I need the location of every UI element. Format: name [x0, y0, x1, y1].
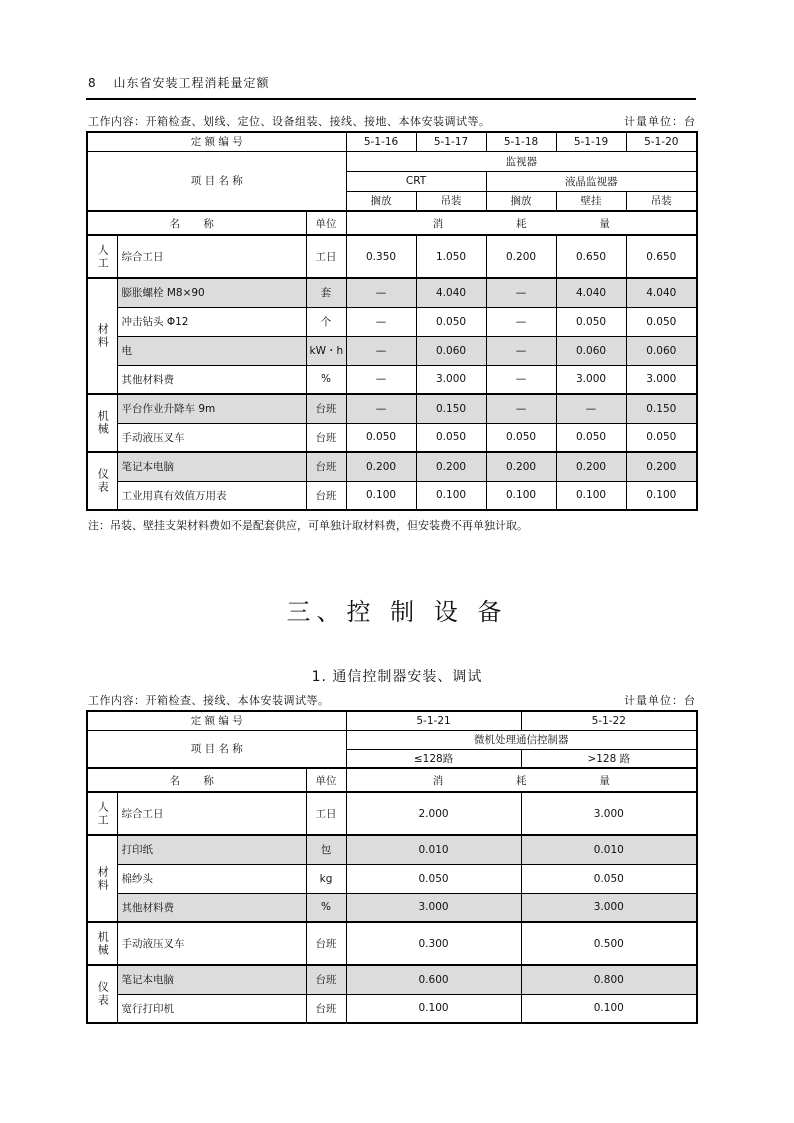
quantity-cell: 0.050	[416, 307, 486, 336]
subsection-title: 1. 通信控制器安装、调试	[311, 669, 483, 685]
quantity-cell: 0.100	[346, 481, 416, 510]
subtype: 搁放	[486, 191, 556, 211]
quantity-cell: 0.060	[556, 336, 626, 365]
name-label: 名 称	[87, 211, 306, 235]
category-label: 人工	[87, 792, 117, 835]
resource-name: 笔记本电脑	[117, 452, 306, 481]
quantity-cell: 2.000	[346, 792, 521, 835]
resource-unit: 工日	[306, 235, 346, 278]
quota-table-2	[86, 710, 698, 1024]
quantity-cell: —	[486, 307, 556, 336]
quantity-cell: 0.200	[486, 452, 556, 481]
unit-2: 计量单位：台	[624, 694, 696, 707]
consumption-char: 量	[599, 774, 610, 787]
table-row	[87, 792, 697, 835]
quantity-cell: 0.050	[346, 423, 416, 452]
unit-label: 单位	[306, 768, 346, 792]
quantity-cell: 3.000	[521, 792, 697, 835]
table-row	[87, 893, 697, 922]
quota-code: 5-1-16	[346, 132, 416, 151]
table-row	[87, 481, 697, 510]
quantity-cell: 0.200	[626, 452, 697, 481]
category-label: 人工	[87, 235, 117, 278]
quantity-cell: 0.010	[521, 835, 697, 864]
quantity-cell: 0.200	[486, 235, 556, 278]
category-label: 材料	[87, 835, 117, 922]
resource-unit: 台班	[306, 922, 346, 965]
resource-name: 其他材料费	[117, 365, 306, 394]
category-label: 机械	[87, 922, 117, 965]
unit-1: 计量单位：台	[624, 115, 696, 128]
quantity-cell: 0.100	[521, 994, 697, 1023]
work-content-2: 工作内容：开箱检查、接线、本体安装调试等。	[88, 694, 330, 707]
resource-name: 打印纸	[117, 835, 306, 864]
item-name-label: 项 目 名 称	[87, 151, 346, 211]
quantity-cell: —	[486, 394, 556, 423]
resource-name: 手动液压叉车	[117, 423, 306, 452]
book-title: 山东省安装工程消耗量定额	[113, 76, 270, 90]
quantity-cell: 0.100	[416, 481, 486, 510]
resource-name: 平台作业升降车 9m	[117, 394, 306, 423]
quota-code: 5-1-22	[521, 711, 697, 730]
quantity-cell: 0.650	[556, 235, 626, 278]
resource-name: 其他材料费	[117, 893, 306, 922]
quantity-cell: 1.050	[416, 235, 486, 278]
quantity-cell: 4.040	[556, 278, 626, 307]
quantity-cell: 0.050	[416, 423, 486, 452]
quantity-cell: 0.050	[486, 423, 556, 452]
category-label: 仪表	[87, 965, 117, 1023]
resource-unit: 台班	[306, 965, 346, 994]
table-row	[87, 452, 697, 481]
resource-name: 电	[117, 336, 306, 365]
quantity-cell: —	[486, 365, 556, 394]
monitor-header: 监视器	[346, 151, 697, 171]
quantity-cell: 4.040	[416, 278, 486, 307]
quantity-cell: 3.000	[626, 365, 697, 394]
subtype: 壁挂	[556, 191, 626, 211]
resource-name: 综合工日	[117, 235, 306, 278]
quantity-cell: 0.100	[556, 481, 626, 510]
quantity-cell: 0.500	[521, 922, 697, 965]
resource-unit: %	[306, 893, 346, 922]
table-row	[87, 278, 697, 307]
quantity-cell: 3.000	[346, 893, 521, 922]
quantity-cell: 0.050	[346, 864, 521, 893]
quantity-cell: 0.100	[626, 481, 697, 510]
category-label: 机械	[87, 394, 117, 452]
quantity-cell: —	[346, 307, 416, 336]
quantity-cell: 0.150	[416, 394, 486, 423]
resource-name: 手动液压叉车	[117, 922, 306, 965]
consumption-char: 耗	[516, 217, 527, 230]
subtype: 吊装	[416, 191, 486, 211]
quantity-cell: 0.050	[626, 307, 697, 336]
table-row	[87, 307, 697, 336]
quantity-cell: 0.200	[556, 452, 626, 481]
quantity-cell: 0.050	[556, 307, 626, 336]
resource-unit: kg	[306, 864, 346, 893]
subtype: ≤128路	[346, 749, 521, 768]
quota-code: 5-1-19	[556, 132, 626, 151]
category-label: 仪表	[87, 452, 117, 510]
quantity-cell: 0.060	[626, 336, 697, 365]
resource-unit: 套	[306, 278, 346, 307]
quantity-cell: —	[486, 278, 556, 307]
quantity-cell: —	[486, 336, 556, 365]
consumption-char: 消	[432, 774, 444, 787]
page-header	[88, 74, 269, 91]
item-name-label: 项 目 名 称	[87, 730, 346, 768]
resource-name: 膨胀螺栓 M8×90	[117, 278, 306, 307]
resource-unit: 工日	[306, 792, 346, 835]
crt-header: CRT	[346, 171, 486, 191]
quantity-cell: —	[346, 336, 416, 365]
quota-code: 5-1-18	[486, 132, 556, 151]
quota-label: 定 额 编 号	[87, 711, 346, 730]
resource-unit: 个	[306, 307, 346, 336]
quantity-cell: —	[346, 394, 416, 423]
unit-label: 单位	[306, 211, 346, 235]
consumption-char: 耗	[516, 774, 527, 787]
quantity-cell: 0.050	[556, 423, 626, 452]
resource-name: 宽行打印机	[117, 994, 306, 1023]
quantity-cell: —	[556, 394, 626, 423]
quantity-cell: 3.000	[556, 365, 626, 394]
resource-unit: 台班	[306, 394, 346, 423]
consumption-char: 消	[432, 217, 444, 230]
name-label: 名 称	[87, 768, 306, 792]
quantity-cell: 0.050	[626, 423, 697, 452]
quantity-cell: 0.050	[521, 864, 697, 893]
resource-unit: 台班	[306, 423, 346, 452]
quota-code: 5-1-21	[346, 711, 521, 730]
quantity-cell: 0.300	[346, 922, 521, 965]
table-note: 注：吊装、壁挂支架材料费如不是配套供应，可单独计取材料费，但安装费不再单独计取。	[88, 519, 528, 532]
resource-name: 工业用真有效值万用表	[117, 481, 306, 510]
header-rule	[86, 98, 696, 100]
table-row	[87, 922, 697, 965]
consumption-label	[346, 768, 697, 792]
subtype: 吊装	[626, 191, 697, 211]
quantity-cell: —	[346, 278, 416, 307]
resource-unit: %	[306, 365, 346, 394]
resource-unit: kW・h	[306, 336, 346, 365]
quantity-cell: 0.800	[521, 965, 697, 994]
quantity-cell: —	[346, 365, 416, 394]
resource-unit: 包	[306, 835, 346, 864]
quantity-cell: 3.000	[416, 365, 486, 394]
table-row	[87, 994, 697, 1023]
quantity-cell: 0.350	[346, 235, 416, 278]
subtype: 搁放	[346, 191, 416, 211]
page-number: 8	[88, 76, 97, 90]
work-content-1: 工作内容：开箱检查、划线、定位、设备组装、接线、接地、本体安装调试等。	[88, 115, 491, 128]
table-row	[87, 336, 697, 365]
quota-label: 定 额 编 号	[87, 132, 346, 151]
quantity-cell: 3.000	[521, 893, 697, 922]
quota-code: 5-1-20	[626, 132, 697, 151]
table-row	[87, 835, 697, 864]
quota-code: 5-1-17	[416, 132, 486, 151]
table-row	[87, 394, 697, 423]
section-title: 三、控 制 设 备	[286, 598, 508, 626]
quantity-cell: 0.200	[416, 452, 486, 481]
consumption-char: 量	[599, 217, 610, 230]
resource-name: 笔记本电脑	[117, 965, 306, 994]
quantity-cell: 0.010	[346, 835, 521, 864]
table-row	[87, 235, 697, 278]
consumption-label	[346, 211, 697, 235]
category-label: 材料	[87, 278, 117, 394]
quantity-cell: 0.060	[416, 336, 486, 365]
resource-unit: 台班	[306, 452, 346, 481]
table-row	[87, 423, 697, 452]
resource-name: 棉纱头	[117, 864, 306, 893]
resource-name: 冲击钻头 Φ12	[117, 307, 306, 336]
quantity-cell: 0.200	[346, 452, 416, 481]
table-row	[87, 864, 697, 893]
resource-name: 综合工日	[117, 792, 306, 835]
quantity-cell: 0.150	[626, 394, 697, 423]
quantity-cell: 0.100	[346, 994, 521, 1023]
subtype: >128 路	[521, 749, 697, 768]
resource-unit: 台班	[306, 481, 346, 510]
quantity-cell: 4.040	[626, 278, 697, 307]
quantity-cell: 0.650	[626, 235, 697, 278]
table-row	[87, 965, 697, 994]
resource-unit: 台班	[306, 994, 346, 1023]
table-row	[87, 365, 697, 394]
lcd-header: 液晶监视器	[486, 171, 697, 191]
quota-table-1	[86, 131, 698, 511]
quantity-cell: 0.600	[346, 965, 521, 994]
quantity-cell: 0.100	[486, 481, 556, 510]
controller-header: 微机处理通信控制器	[346, 730, 697, 749]
